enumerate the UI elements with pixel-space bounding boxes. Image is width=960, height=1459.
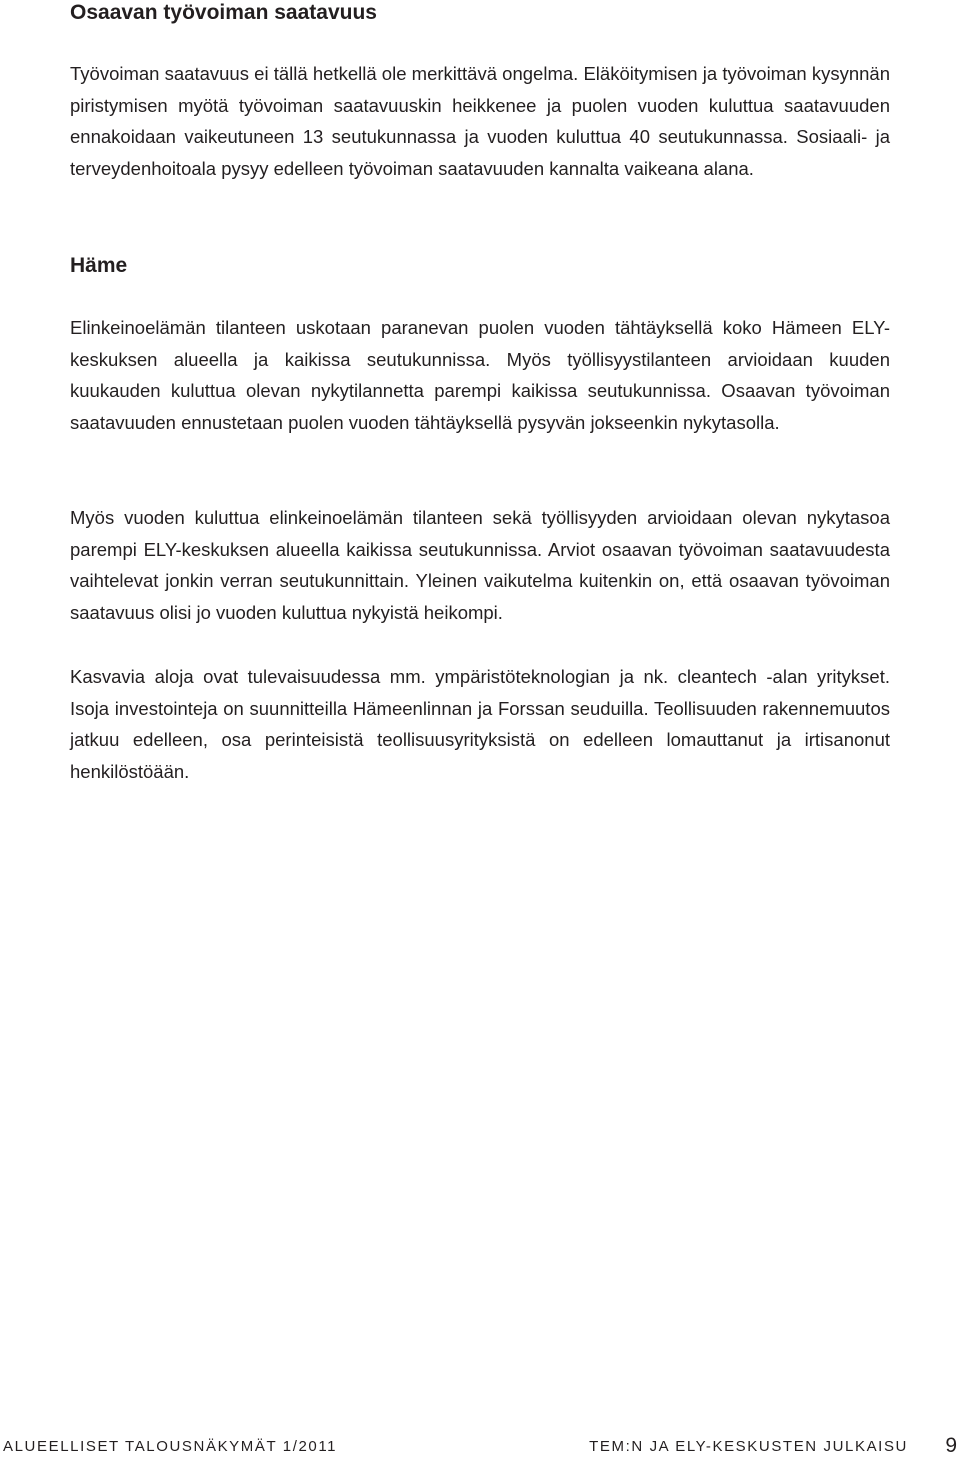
region-paragraph-2: Myös vuoden kuluttua elinkeinoelämän tilanteen sekä työllisyyden arvioidaan olevan nykytasoa parempi ELY-keskuksen alueella kaikissa seutukunnissa. Arviot osaavan työvoiman saatavuudesta vaihtelevat jonkin verran seutukunnittain. Yleinen vaikutelma kuitenkin on, että osaavan työvoiman saatavuus olisi jo vuoden kuluttua nykyistä heikompi. <box>70 507 890 623</box>
page-number: 9 <box>945 1434 957 1457</box>
footer-publisher: TEM:N JA ELY-KESKUSTEN JULKAISU <box>589 1438 908 1455</box>
region-paragraph-1: Elinkeinoelämän tilanteen uskotaan paranevan puolen vuoden tähtäyksellä koko Hämeen ELY-keskuksen alueella ja kaikissa seutukunnissa. Myös työllisyystilanteen arvioidaan kuuden kuukauden kuluttua olevan nykytilannetta parempi kaikissa seutukunnissa. Osaavan työvoiman saatavuuden ennustetaan puolen vuoden tähtäyksellä pysyvän jokseenkin nykytasolla. <box>70 317 890 433</box>
region-heading: Häme <box>70 254 128 277</box>
region-paragraph-3: Kasvavia aloja ovat tulevaisuudessa mm. ympäristöteknologian ja nk. cleantech -alan yritykset. Isoja investointeja on suunnitteilla Hämeenlinnan ja Forssan seuduilla. Teollisuuden rakennemuutos jatkuu edelleen, osa perinteisistä teollisuusyrityksistä on edelleen lomauttanut ja irtisanonut henkilöstöään. <box>70 666 890 782</box>
intro-paragraph: Työvoiman saatavuus ei tällä hetkellä ole merkittävä ongelma. Eläköitymisen ja työvoiman kysynnän piristymisen myötä työvoiman saatavuuskin heikkenee ja puolen vuoden kuluttua saatavuuden ennakoidaan vaikeutuneen 13 seutukunnassa ja vuoden kuluttua 40 seutukunnassa. Sosiaali- ja terveydenhoitoala pysyy edelleen työvoiman saatavuuden kannalta vaikeana alana. <box>70 63 890 179</box>
footer-publication-title: ALUEELLISET TALOUSNÄKYMÄT 1/2011 <box>3 1438 338 1455</box>
section-title: Osaavan työvoiman saatavuus <box>70 1 377 24</box>
